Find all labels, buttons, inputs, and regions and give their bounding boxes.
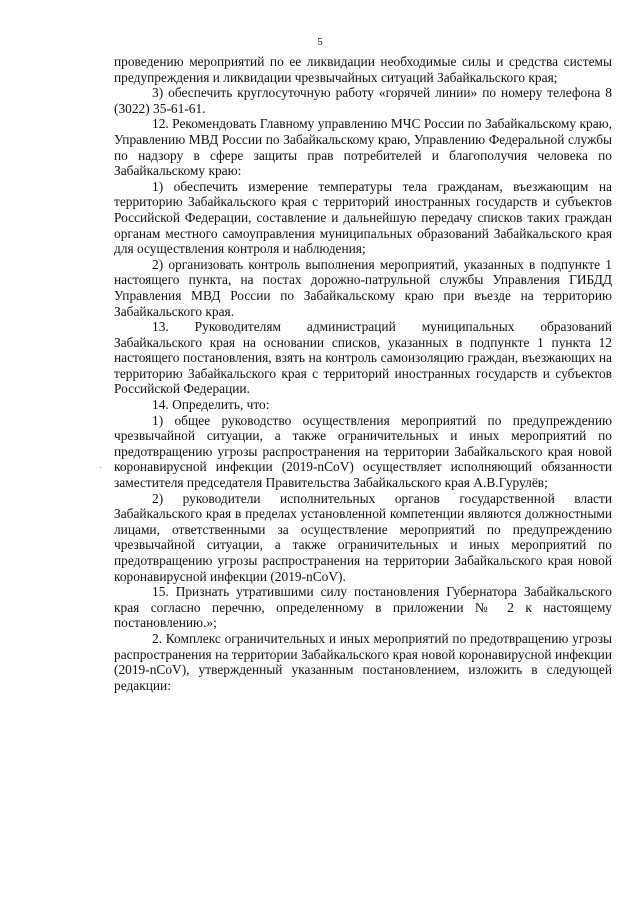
paragraph: 1) обеспечить измерение температуры тела гражданам, въезжающим на территорию Забайкальского края с территорий иностранных государств и субъектов Российской Федерации, составление и дальнейшую передачу списков таких граждан органам местного самоуправления муниципальных образований Забайкальского края для осуществления контроля и наблюдения; xyxy=(114,178,612,257)
page-number: 5 xyxy=(317,36,323,48)
document-body xyxy=(114,54,612,693)
paragraph: 13. Руководителям администраций муниципальных образований Забайкальского края на основании списков, указанных в подпункте 1 пункта 12 настоящего постановления, взять на контроль самоизоляцию граждан, въезжающих на территорию Забайкальского края с территорий иностранных государств и субъектов Российской Федерации. xyxy=(114,319,612,397)
paragraph: 2) руководители исполнительных органов государственной власти Забайкальского края в пределах установленной компетенции являются должностными лицами, ответственными за осуществление мероприятий по предупреждению чрезвычайной ситуации, а также ограничительных и иных мероприятий по предотвращению угрозы распространения на территории Забайкальского края новой коронавирусной инфекции (2019-nCoV). xyxy=(114,490,612,584)
paragraph: 15. Признать утратившими силу постановления Губернатора Забайкальского края согласно перечню, определенному в приложении № 2 к настоящему постановлению.»; xyxy=(114,584,612,631)
paragraph: 2. Комплекс ограничительных и иных мероприятий по предотвращению угрозы распространения на территории Забайкальского края новой коронавирусной инфекции (2019-nCoV), утвержденный указанным постановлением, изложить в следующей редакции: xyxy=(114,630,612,693)
paragraph: 2) организовать контроль выполнения мероприятий, указанных в подпункте 1 настоящего пункта, на постах дорожно-патрульной службы Управления ГИБДД Управления МВД России по Забайкальскому краю при въезде на территорию Забайкальского края. xyxy=(114,256,612,319)
paragraph: проведению мероприятий по ее ликвидации необходимые силы и средства системы предупреждения и ликвидации чрезвычайных ситуаций Забайкальского края; xyxy=(114,54,612,85)
paragraph: 1) общее руководство осуществления мероприятий по предупреждению чрезвычайной ситуации, а также ограничительных и иных мероприятий по предотвращению угрозы распространения на территории Забайкальского края новой коронавирусной инфекции (2019-nCoV) осуществляет исполняющий обязанности заместителя председателя Правительства Забайкальского края А.В.Гурулёв; xyxy=(114,412,612,491)
margin-mark xyxy=(100,467,101,468)
paragraph: 12. Рекомендовать Главному управлению МЧС России по Забайкальскому краю, Управлению МВД России по Забайкальскому краю, Управлению Федеральной службы по надзору в сфере защиты прав потребителей и благополучия человека по Забайкальскому краю: xyxy=(114,116,612,179)
paragraph: 14. Определить, что: xyxy=(152,397,270,413)
paragraph: 3) обеспечить круглосуточную работу «горячей линии» по номеру телефона 8 (3022) 35-61-61. xyxy=(114,85,612,116)
